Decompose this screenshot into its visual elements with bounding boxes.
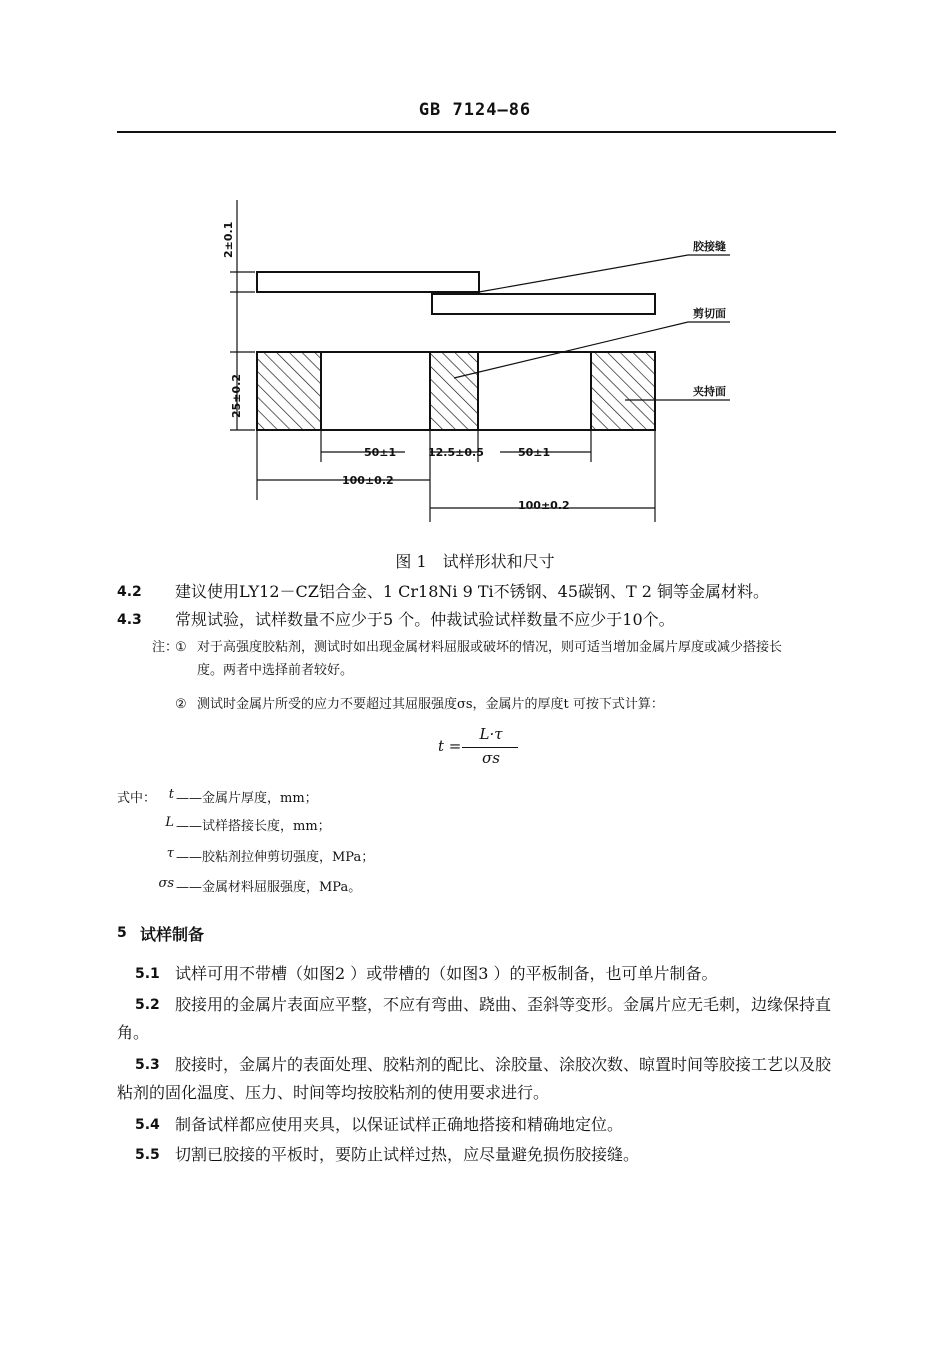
where-symbol-tau: τ bbox=[166, 846, 174, 861]
joint-leader bbox=[479, 255, 688, 292]
clause-4-2-number: 4.2 bbox=[117, 584, 142, 600]
where-label: 式中： bbox=[117, 791, 157, 806]
clause-5-3-line-1: 胶接时，金属片的表面处理、胶粘剂的配比、涂胶量、涂胶次数、晾置时间等胶接工艺以及胶 bbox=[175, 1055, 832, 1074]
note-2-text: 测试时金属片所受的应力不要超过其屈服强度σs，金属片的厚度t 可按下式计算： bbox=[197, 697, 664, 712]
clause-5-4-text: 制备试样都应使用夹具，以保证试样正确地搭接和精确地定位。 bbox=[175, 1115, 624, 1134]
formula-fraction-bar bbox=[462, 747, 518, 748]
dim-grip-right: 50±1 bbox=[518, 446, 551, 459]
dim-length-left: 100±0.2 bbox=[342, 474, 394, 487]
dim-thickness: 2±0.1 bbox=[222, 221, 235, 258]
clause-5-3-line-2: 粘剂的固化温度、压力、时间等均按胶粘剂的使用要求进行。 bbox=[117, 1083, 550, 1102]
section-5-number: 5 bbox=[117, 925, 127, 941]
clamp-face-label: 夹持面 bbox=[693, 385, 726, 398]
standard-number-header: GB 7124—86 bbox=[418, 100, 532, 120]
clamp-area-left bbox=[257, 352, 321, 430]
clause-5-4-number: 5.4 bbox=[135, 1117, 160, 1133]
note-2-marker: ② bbox=[175, 697, 187, 712]
clause-5-1-number: 5.1 bbox=[135, 966, 160, 982]
note-label: 注： bbox=[152, 640, 179, 655]
dim-grip-left: 50±1 bbox=[364, 446, 397, 459]
note-1-marker: ① bbox=[175, 640, 187, 655]
figure-caption: 图 1 试样形状和尺寸 bbox=[395, 552, 555, 571]
clause-5-2-number: 5.2 bbox=[135, 997, 160, 1013]
overlap-shear-area bbox=[430, 352, 478, 430]
lower-plate bbox=[432, 294, 655, 314]
upper-plate bbox=[257, 272, 479, 292]
clause-5-2-line-1: 胶接用的金属片表面应平整，不应有弯曲、跷曲、歪斜等变形。金属片应无毛刺，边缘保持直 bbox=[175, 995, 832, 1014]
where-symbol-t: t bbox=[168, 787, 174, 802]
shear-face-label: 剪切面 bbox=[693, 307, 726, 320]
where-desc-sigma: ——金属材料屈服强度，MPa。 bbox=[176, 880, 362, 895]
formula-numerator: L·τ bbox=[479, 725, 503, 743]
where-desc-l: ——试样搭接长度，mm； bbox=[176, 819, 331, 834]
formula-denominator: σs bbox=[482, 749, 500, 767]
note-1-line-1: 对于高强度胶粘剂，测试时如出现金属材料屈服或破坏的情况，则可适当增加金属片厚度或减少搭接长 bbox=[197, 640, 783, 655]
note-1-line-2: 度。两者中选择前者较好。 bbox=[197, 663, 354, 678]
section-5-title: 试样制备 bbox=[140, 925, 205, 944]
where-symbol-sigma: σs bbox=[158, 876, 174, 891]
formula-lhs: t = bbox=[438, 737, 462, 755]
clause-5-2-line-2: 角。 bbox=[117, 1023, 150, 1042]
dim-length-right: 100±0.2 bbox=[518, 499, 570, 512]
where-desc-tau: ——胶粘剂拉伸剪切强度，MPa； bbox=[176, 850, 375, 865]
clause-4-2-text: 建议使用LY12－CZ铝合金、1 Cr18Ni 9 Ti不锈钢、45碳钢、T 2 铜等金属材料。 bbox=[175, 582, 770, 601]
clause-4-3-text: 常规试验，试样数量不应少于5 个。仲裁试验试样数量不应少于10个。 bbox=[175, 610, 675, 629]
clause-5-1-text: 试样可用不带槽（如图2 ）或带槽的（如图3 ）的平板制备，也可单片制备。 bbox=[175, 964, 718, 983]
clause-5-3-number: 5.3 bbox=[135, 1057, 160, 1073]
clause-5-5-text: 切割已胶接的平板时，要防止试样过热，应尽量避免损伤胶接缝。 bbox=[175, 1145, 640, 1164]
clause-4-3-number: 4.3 bbox=[117, 612, 142, 628]
specimen-figure bbox=[0, 190, 950, 535]
where-symbol-l: L bbox=[165, 815, 174, 830]
clamp-area-right bbox=[591, 352, 655, 430]
joint-label: 胶接缝 bbox=[693, 240, 726, 253]
where-desc-t: ——金属片厚度，mm； bbox=[176, 791, 318, 806]
clause-5-5-number: 5.5 bbox=[135, 1147, 160, 1163]
dim-width: 25±0.2 bbox=[230, 373, 243, 418]
dim-overlap: 12.5±0.5 bbox=[428, 446, 484, 459]
header-rule bbox=[117, 131, 836, 133]
